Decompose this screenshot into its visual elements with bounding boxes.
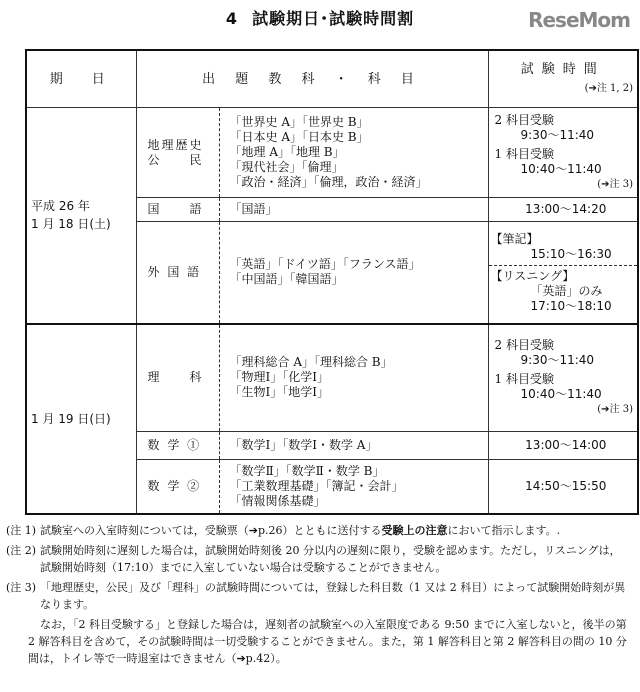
- page-title: 4 試験期日･試験時間割: [225, 9, 415, 28]
- header-subjects: 出 題 教 科 ・ 科 目: [136, 50, 488, 108]
- note-2: (注 2) 試験開始時刻に遅刻した場合は，試験開始時刻後 20 分以内の遅刻に限り，受験を認めます。ただし，リスニングは，試験開始時刻（17:10）までに入室していない場合は受験することができません。: [6, 544, 621, 574]
- note-1: (注 1) 試験室への入室時刻については，受験票（➔p.26）とともに送付する受験上の注意において指示します。.: [6, 524, 561, 537]
- exam-schedule-table: [25, 49, 639, 515]
- subject-cell: 数 学 ②: [136, 460, 219, 514]
- time-cell: 2 科目受験 9:30～11:40 1 科目受験 10:40～11:40 (➔注 3): [488, 324, 638, 432]
- items-cell: 「数学Ⅱ」「数学Ⅱ・数学 B」 「工業数理基礎」「簿記・会計」 「情報関係基礎」: [219, 460, 488, 514]
- subject-cell: 数 学 ①: [136, 432, 219, 460]
- table-row: [26, 324, 638, 432]
- note-3: (注 3) 「地理歴史，公民」及び「理科」の試験時間については，登録した科目数（1 又は 2 科目）によって試験開始時刻が異なります。: [6, 581, 626, 611]
- header-time: 試験時間 (➔注 1, 2): [488, 50, 638, 108]
- time-cell: 2 科目受験 9:30～11:40 1 科目受験 10:40～11:40 (➔注 3): [488, 108, 638, 198]
- items-cell: 「英語」「ドイツ語」「フランス語」 「中国語」「韓国語」: [219, 222, 488, 324]
- watermark-logo: ReseMom: [528, 8, 630, 32]
- subject-cell: 地理歴史 公 民: [136, 108, 219, 198]
- items-cell: 「数学Ⅰ」「数学Ⅰ・数学 A」: [219, 432, 488, 460]
- items-cell: 「世界史 A」「世界史 B」 「日本史 A」「日本史 B」 「地理 A」「地理 B」 「現代社会」「倫理」 「政治・経済」「倫理，政治・経済」: [219, 108, 488, 198]
- table-header-row: [26, 50, 638, 108]
- time-cell: 13:00～14:20: [488, 198, 638, 222]
- table-row: [26, 108, 638, 198]
- time-cell: 【筆記】 15:10～16:30 【リスニング】 「英語」のみ 17:10～18:10: [488, 222, 638, 324]
- day1-date: 平成 26 年 1 月 18 日(土): [26, 108, 136, 324]
- items-cell: 「国語」: [219, 198, 488, 222]
- header-date: 期 日: [26, 50, 136, 108]
- items-cell: 「理科総合 A」「理科総合 B」 「物理Ⅰ」「化学Ⅰ」 「生物Ⅰ」「地学Ⅰ」: [219, 324, 488, 432]
- subject-cell: 国 語: [136, 198, 219, 222]
- time-cell: 13:00～14:00: [488, 432, 638, 460]
- day2-date: 1 月 19 日(日): [26, 324, 136, 514]
- subject-cell: 外 国 語: [136, 222, 219, 324]
- note-3-continuation: なお，「2 科目受験する」と登録した場合は，遅刻者の試験室への入室限度である 9:50 までに入室しないと，後半の第 2 解答科目を含めて，その試験時間は一切受験することができません。また，第 1 解答科目と第 2 解答科目の間の 10 分間は，トイレ等で一時退室はできません（➔p.42）。: [28, 618, 627, 665]
- subject-cell: 理 科: [136, 324, 219, 432]
- time-cell: 14:50～15:50: [488, 460, 638, 514]
- notes-section: [6, 522, 631, 670]
